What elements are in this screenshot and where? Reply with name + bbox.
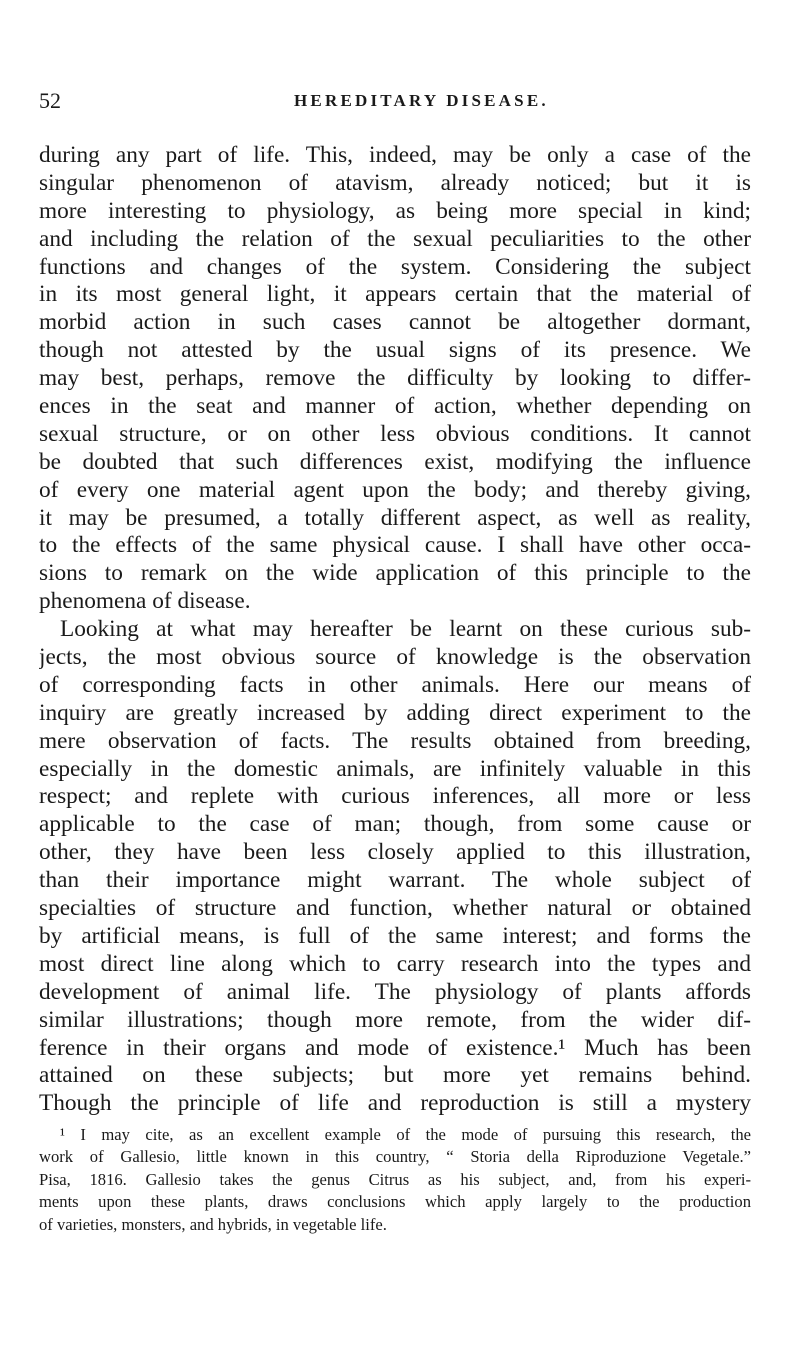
text-line: though not attested by the usual signs of its presence. We <box>39 337 751 364</box>
body-text <box>39 142 751 1118</box>
text-line: of every one material agent upon the body; and thereby giving, <box>39 476 751 503</box>
running-title: HEREDITARY DISEASE. <box>294 91 549 110</box>
text-line: of corresponding facts in other animals. Here our means of <box>39 671 751 698</box>
text-line: it may be presumed, a totally different aspect, as well as reality, <box>39 504 751 531</box>
text-line: jects, the most obvious source of knowledge is the observation <box>39 644 751 671</box>
text-line: specialties of structure and function, whether natural or obtained <box>39 895 751 922</box>
text-line: Though the principle of life and reproduction is still a mystery <box>39 1090 751 1117</box>
footnote <box>39 1124 751 1236</box>
text-line: during any part of life. This, indeed, may be only a case of the <box>39 142 751 168</box>
text-line: be doubted that such differences exist, modifying the influence <box>39 448 751 475</box>
text-line: in its most general light, it appears certain that the material of <box>39 281 751 308</box>
text-line: sexual structure, or on other less obvious conditions. It cannot <box>39 420 751 447</box>
text-line: sions to remark on the wide application of this principle to the <box>39 560 751 587</box>
text-line: inquiry are greatly increased by adding direct experiment to the <box>39 699 751 726</box>
footnote-line: ments upon these plants, draws conclusions which apply largely to the production <box>39 1192 751 1212</box>
text-line: similar illustrations; though more remote, from the wider dif- <box>39 1006 751 1033</box>
page-number: 52 <box>39 88 61 113</box>
text-line: singular phenomenon of atavism, already noticed; but it is <box>39 169 751 196</box>
text-line: Looking at what may hereafter be learnt on these curious sub- <box>60 616 751 643</box>
text-line: ference in their organs and mode of existence.¹ Much has been <box>39 1034 751 1061</box>
footnote-line: Pisa, 1816. Gallesio takes the genus Citrus as his subject, and, from his experi- <box>39 1169 751 1189</box>
text-line: functions and changes of the system. Considering the subject <box>39 253 751 280</box>
text-line: most direct line along which to carry research into the types and <box>39 950 751 977</box>
text-line: development of animal life. The physiology of plants affords <box>39 978 751 1005</box>
footnote-line: ¹ I may cite, as an excellent example of the mode of pursuing this research, the <box>60 1125 751 1144</box>
text-line: ences in the seat and manner of action, whether depending on <box>39 393 751 420</box>
text-line: respect; and replete with curious inferences, all more or less <box>39 783 751 810</box>
text-line: applicable to the case of man; though, from some cause or <box>39 811 751 838</box>
text-line: phenomena of disease. <box>39 588 251 615</box>
text-line: mere observation of facts. The results obtained from breeding, <box>39 727 751 754</box>
text-line: attained on these subjects; but more yet remains behind. <box>39 1062 751 1089</box>
text-line: may best, perhaps, remove the difficulty by looking to differ- <box>39 365 751 392</box>
text-line: by artificial means, is full of the same interest; and forms the <box>39 922 751 949</box>
footnote-line: work of Gallesio, little known in this country, “ Storia della Riproduzione Vegetale.” <box>39 1147 751 1167</box>
text-line: to the effects of the same physical cause. I shall have other occa- <box>39 532 751 559</box>
footnote-line: of varieties, monsters, and hybrids, in vegetable life. <box>39 1214 387 1234</box>
text-line: more interesting to physiology, as being more special in kind; <box>39 197 751 224</box>
text-line: than their importance might warrant. The whole subject of <box>39 867 751 894</box>
text-line: especially in the domestic animals, are infinitely valuable in this <box>39 755 751 782</box>
text-line: morbid action in such cases cannot be altogether dormant, <box>39 309 751 336</box>
page-header <box>39 88 739 114</box>
text-line: other, they have been less closely applied to this illustration, <box>39 839 751 866</box>
text-line: and including the relation of the sexual peculiarities to the other <box>39 225 751 252</box>
